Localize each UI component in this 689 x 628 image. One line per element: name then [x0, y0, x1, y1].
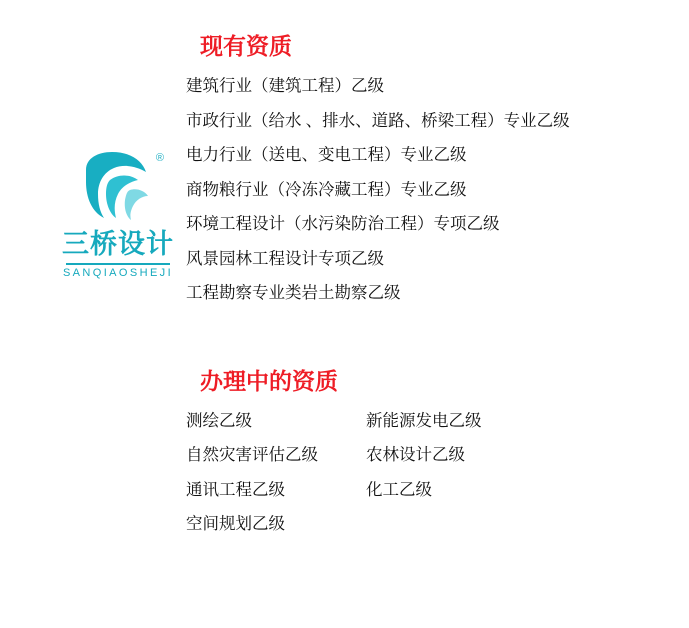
logo-pinyin: SANQIAOSHEJI: [62, 266, 174, 279]
list-item: 商物粮行业（冷冻冷藏工程）专业乙级: [186, 179, 467, 199]
in-progress-left-column: [186, 404, 366, 542]
section-in-progress-qualifications: [186, 363, 686, 542]
list-item: 风景园林工程设计专项乙级: [186, 248, 384, 268]
wave-mark-icon: [76, 150, 164, 226]
list-item: 空间规划乙级: [186, 514, 285, 533]
in-progress-right-column: [366, 404, 616, 542]
section-existing-qualifications: [186, 28, 686, 311]
company-logo: [58, 150, 178, 279]
logo-divider: [66, 263, 170, 265]
list-item: 环境工程设计（水污染防治工程）专项乙级: [186, 214, 500, 233]
logo-company-name: 三桥设计: [62, 229, 174, 259]
content-column: [186, 28, 686, 542]
list-item: 自然灾害评估乙级: [186, 445, 318, 464]
section-title-in-progress: 办理中的资质: [200, 368, 338, 394]
list-item: 通讯工程乙级: [186, 479, 285, 499]
list-item: 农林设计乙级: [366, 445, 465, 464]
registered-trademark-icon: ®: [155, 152, 164, 164]
list-item: 工程勘察专业类岩土勘察乙级: [186, 283, 401, 302]
list-item: 测绘乙级: [186, 410, 252, 430]
list-item: 新能源发电乙级: [366, 410, 482, 430]
in-progress-qualification-columns: [186, 404, 686, 542]
list-item: 化工乙级: [366, 479, 432, 499]
existing-qualification-list: [186, 69, 686, 311]
section-title-existing: 现有资质: [200, 34, 292, 59]
list-item: 市政行业（给水 、排水、道路、桥梁工程）专业乙级: [186, 110, 570, 130]
list-item: 建筑行业（建筑工程）乙级: [186, 76, 384, 95]
list-item: 电力行业（送电、变电工程）专业乙级: [186, 145, 467, 164]
